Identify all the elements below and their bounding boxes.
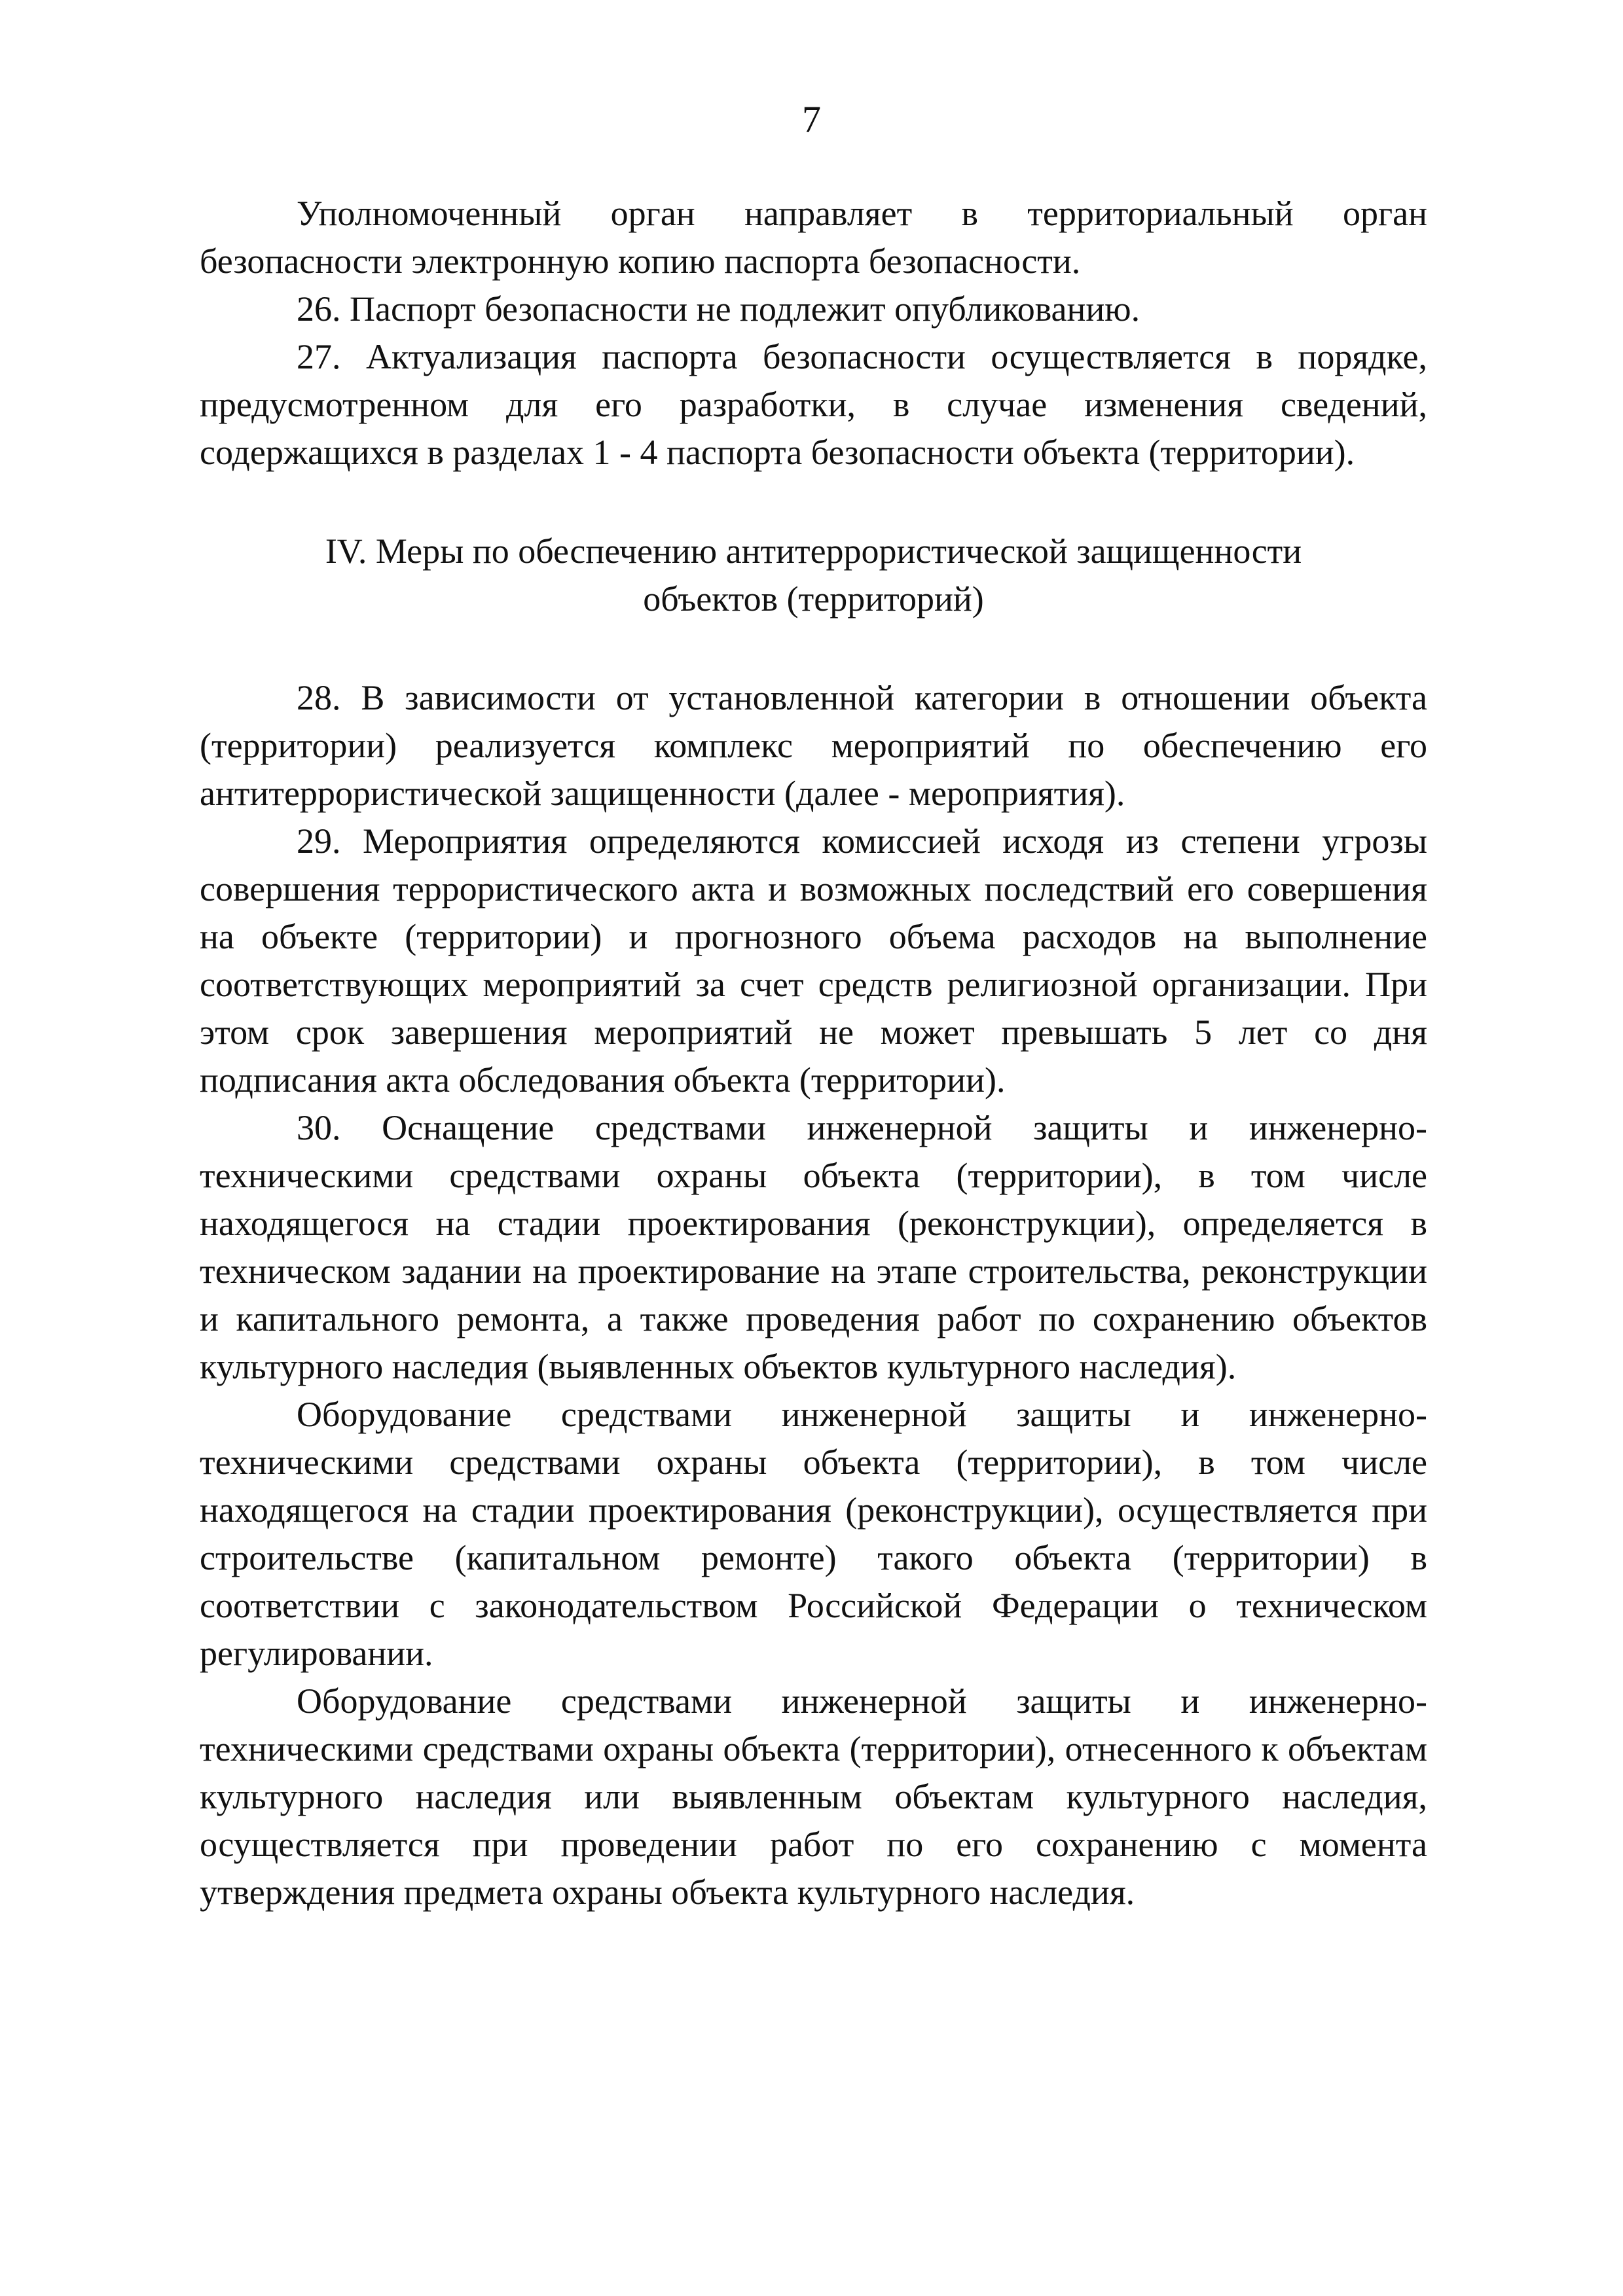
- section-heading-line-2: объектов (территорий): [643, 579, 984, 619]
- document-body: [200, 190, 1427, 1916]
- section-heading-line-1: IV. Меры по обеспечению антитеррористической защищенности: [325, 531, 1302, 571]
- paragraph-equipment-heritage: Оборудование средствами инженерной защиты и инженерно-техническими средствами охраны объекта (территории), отнесенного к объектам культурного наследия или выявленным объектам культурного наследия, осуществляется при проведении работ по его сохранению с момента утверждения предмета охраны объекта культурного наследия.: [200, 1681, 1427, 1912]
- paragraph-27: 27. Актуализация паспорта безопасности осуществляется в порядке, предусмотренном для его разработки, в случае изменения сведений, содержащихся в разделах 1 - 4 паспорта безопасности объекта (территории).: [200, 337, 1427, 472]
- paragraph-30: 30. Оснащение средствами инженерной защиты и инженерно-техническими средствами охраны объекта (территории), в том числе находящегося на стадии проектирования (реконструкции), определяется в техническом задании на проектирование на этапе строительства, реконструкции и капитального ремонта, а также проведения работ по сохранению объектов культурного наследия (выявленных объектов культурного наследия).: [200, 1108, 1427, 1386]
- paragraph-authority-copy: Уполномоченный орган направляет в территориальный орган безопасности электронную копию паспорта безопасности.: [200, 194, 1427, 281]
- paragraph-29: 29. Мероприятия определяются комиссией исходя из степени угрозы совершения террористического акта и возможных последствий его совершения на объекте (территории) и прогнозного объема расходов на выполнение соответствующих мероприятий за счет средств религиозной организации. При этом срок завершения мероприятий не может превышать 5 лет со дня подписания акта обследования объекта (территории).: [200, 821, 1427, 1100]
- paragraph-28: 28. В зависимости от установленной категории в отношении объекта (территории) реализуется комплекс мероприятий по обеспечению его антитеррористической защищенности (далее - мероприятия).: [200, 678, 1427, 813]
- paragraph-26: 26. Паспорт безопасности не подлежит опубликованию.: [297, 289, 1140, 329]
- section-heading: [200, 528, 1427, 623]
- page-number: 7: [802, 98, 821, 141]
- paragraph-equipment-construction: Оборудование средствами инженерной защиты и инженерно-техническими средствами охраны объекта (территории), в том числе находящегося на стадии проектирования (реконструкции), осуществляется при строительстве (капитальном ремонте) такого объекта (территории) в соответствии с законодательством Российской Федерации о техническом регулировании.: [200, 1395, 1427, 1673]
